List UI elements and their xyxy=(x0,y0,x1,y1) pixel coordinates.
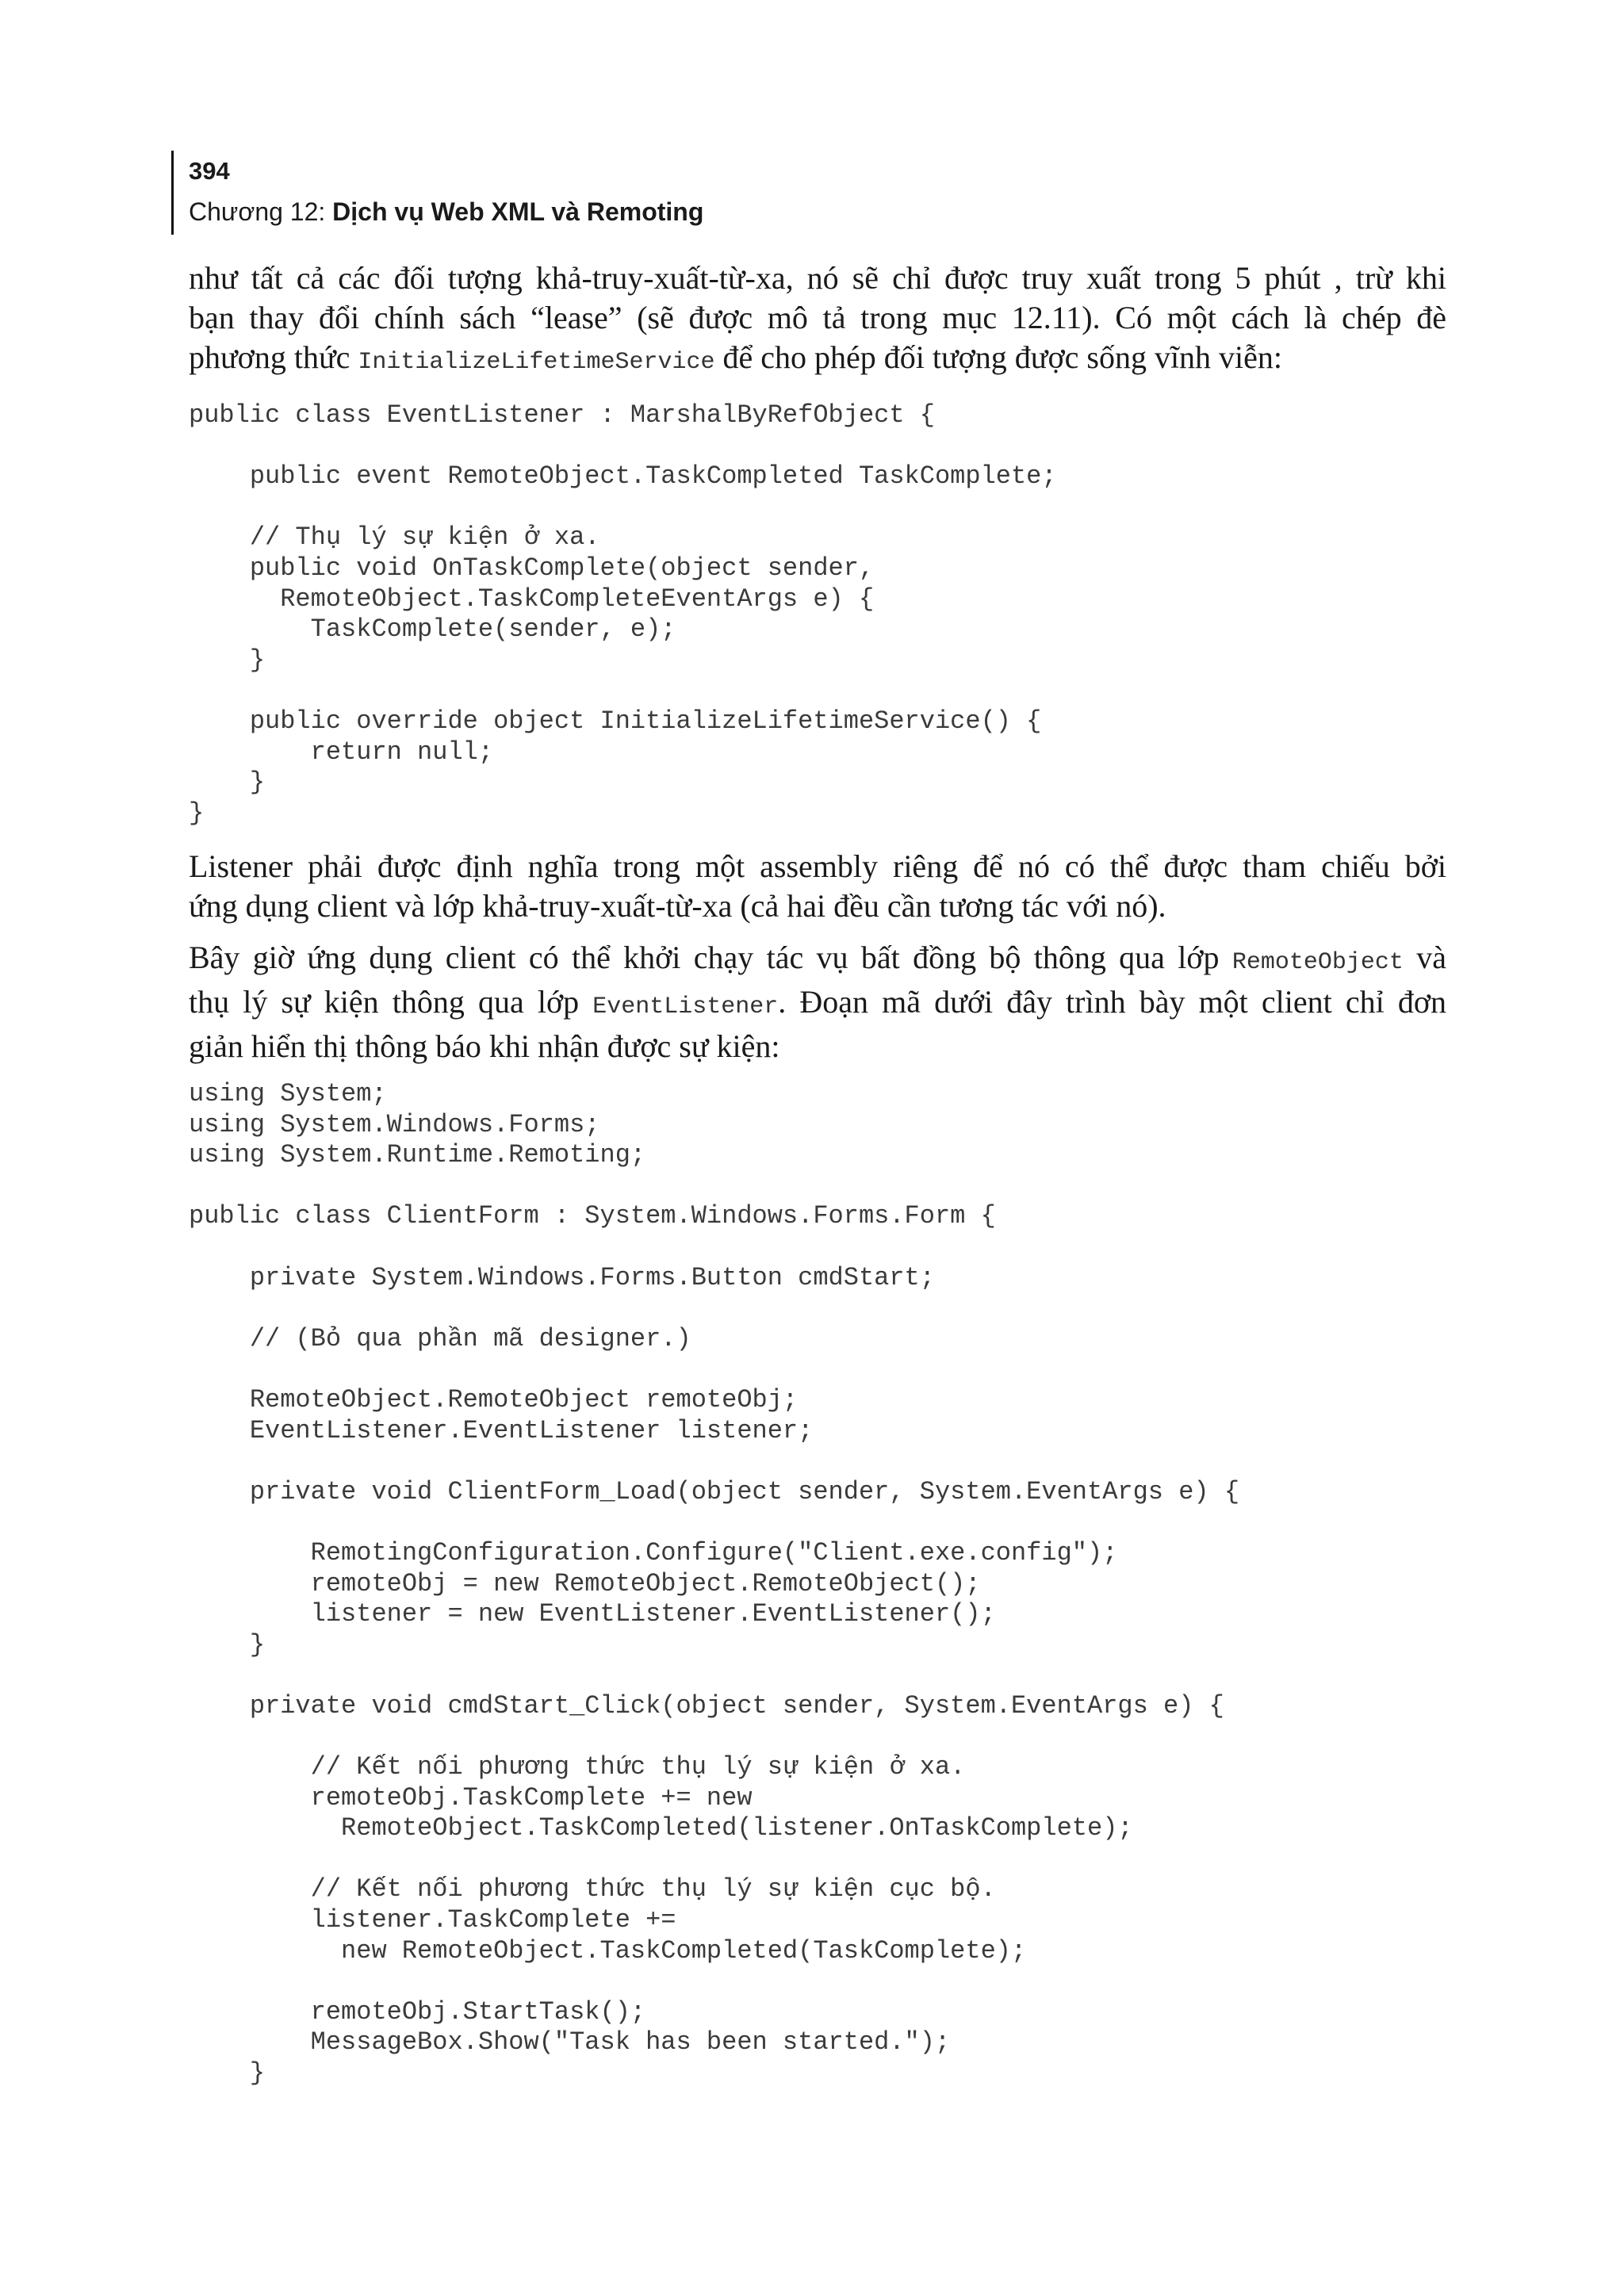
code-line: // Kết nối phương thức thụ lý sự kiện ở xa. xyxy=(189,1752,966,1782)
code-block-client-form xyxy=(189,1079,1239,2089)
paragraph-text: phương thức xyxy=(189,339,358,375)
header-rule xyxy=(171,151,174,235)
code-line xyxy=(189,1293,1239,1324)
code-line: private System.Windows.Forms.Button cmdStart; xyxy=(189,1262,935,1292)
code-line: // (Bỏ qua phần mã designer.) xyxy=(189,1323,691,1353)
code-line: public class ClientForm : System.Windows.Forms.Form { xyxy=(189,1201,996,1231)
paragraph-lifetime xyxy=(189,258,1446,382)
code-line: } xyxy=(189,768,266,798)
code-line: listener = new EventListener.EventListener(); xyxy=(189,1599,996,1629)
paragraph-line xyxy=(189,338,1446,382)
code-line: using System.Runtime.Remoting; xyxy=(189,1140,646,1170)
paragraph-line: Listener phải được định nghĩa trong một assembly riêng để nó có thể được tham chiếu bởi xyxy=(189,848,1446,884)
paragraph-line xyxy=(189,938,1446,982)
paragraph-client xyxy=(189,938,1446,1066)
paragraph-text: và xyxy=(1403,940,1446,975)
code-line: MessageBox.Show("Task has been started."); xyxy=(189,2027,951,2058)
code-line: private void ClientForm_Load(object sender, System.EventArgs e) { xyxy=(189,1476,1240,1506)
paragraph-text: để cho phép đối tượng được sống vĩnh viễn: xyxy=(714,339,1283,375)
code-line: using System; xyxy=(189,1079,387,1108)
paragraph-text: . Đoạn mã dưới đây trình bày một client chỉ đơn xyxy=(778,984,1446,1020)
code-line: RemoteObject.TaskCompleted(listener.OnTaskComplete); xyxy=(189,1813,1133,1843)
code-line: EventListener.EventListener listener; xyxy=(189,1415,814,1445)
paragraph-text: Bây giờ ứng dụng client có thể khởi chạy tác vụ bất đồng bộ thông qua lớp xyxy=(189,940,1232,975)
code-line: public class EventListener : MarshalByRefObject { xyxy=(189,400,935,430)
code-line: RemotingConfiguration.Configure("Client.exe.config"); xyxy=(189,1537,1118,1568)
code-line xyxy=(189,676,1057,706)
code-line: // Thụ lý sự kiện ở xa. xyxy=(189,523,600,553)
code-line: listener.TaskComplete += xyxy=(189,1905,676,1935)
code-line xyxy=(189,1232,1239,1263)
code-line: RemoteObject.RemoteObject remoteObj; xyxy=(189,1384,799,1414)
code-line: remoteObj.TaskComplete += new xyxy=(189,1782,753,1813)
code-line xyxy=(189,1721,1239,1752)
code-line xyxy=(189,1171,1239,1202)
code-line: remoteObj = new RemoteObject.RemoteObject(); xyxy=(189,1568,981,1598)
paragraph-line: như tất cả các đối tượng khả-truy-xuất-từ-xa, nó sẽ chỉ được truy xuất trong 5 phút , trừ khi xyxy=(189,260,1446,296)
paragraph-text: thụ lý sự kiện thông qua lớp xyxy=(189,984,593,1020)
paragraph-listener xyxy=(189,847,1446,926)
code-block-event-listener xyxy=(189,400,1057,829)
code-line: } xyxy=(189,1629,266,1659)
page-number: 394 xyxy=(189,157,230,185)
inline-code: EventListener xyxy=(592,993,779,1020)
chapter-heading xyxy=(189,195,703,228)
code-line: new RemoteObject.TaskCompleted(TaskComplete); xyxy=(189,1935,1027,1966)
code-line: private void cmdStart_Click(object sender, System.EventArgs e) { xyxy=(189,1690,1224,1721)
code-line xyxy=(189,1507,1239,1538)
code-line: } xyxy=(189,2058,266,2088)
paragraph-line: bạn thay đổi chính sách “lease” (sẽ được mô tả trong mục 12.11). Có một cách là chép đè xyxy=(189,300,1446,335)
code-line: public void OnTaskComplete(object sender, xyxy=(189,553,875,583)
code-line: // Kết nối phương thức thụ lý sự kiện cục bộ. xyxy=(189,1874,996,1904)
code-line xyxy=(189,1660,1239,1691)
chapter-title: Dịch vụ Web XML và Remoting xyxy=(332,197,704,226)
code-line xyxy=(189,1354,1239,1385)
inline-code: InitializeLifetimeService xyxy=(358,349,715,376)
chapter-prefix: Chương 12: xyxy=(189,197,333,226)
code-line: return null; xyxy=(189,737,494,767)
code-line: RemoteObject.TaskCompleteEventArgs e) { xyxy=(189,584,875,614)
code-line xyxy=(189,431,1057,462)
code-line: remoteObj.StartTask(); xyxy=(189,1996,646,2027)
code-line xyxy=(189,1844,1239,1875)
paragraph-line: giản hiển thị thông báo khi nhận được sự kiện: xyxy=(189,1028,780,1064)
code-line: using System.Windows.Forms; xyxy=(189,1109,600,1139)
code-line: public event RemoteObject.TaskCompleted TaskComplete; xyxy=(189,461,1057,492)
code-line: TaskComplete(sender, e); xyxy=(189,614,676,645)
code-line: } xyxy=(189,645,266,675)
inline-code: RemoteObject xyxy=(1231,949,1404,976)
code-line: public override object InitializeLifetimeService() { xyxy=(189,706,1042,736)
paragraph-line: ứng dụng client và lớp khả-truy-xuất-từ-xa (cả hai đều cần tương tác với nó). xyxy=(189,888,1166,924)
code-line: } xyxy=(189,798,205,828)
code-line xyxy=(189,492,1057,523)
code-line xyxy=(189,1446,1239,1477)
paragraph-line xyxy=(189,982,1446,1027)
code-line xyxy=(189,1966,1239,1997)
